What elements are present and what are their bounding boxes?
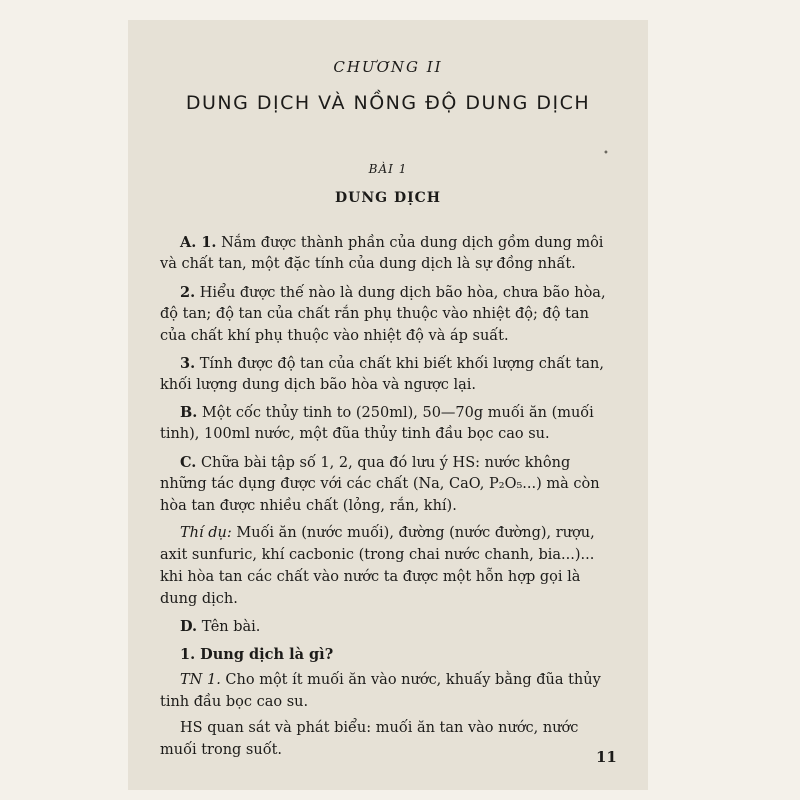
text-line: muối trong suốt.	[160, 742, 283, 758]
text-line: độ tan; độ tan của chất rắn phụ thuộc vào nhiệt độ; độ tan	[160, 306, 589, 322]
lesson-heading: BÀI 1	[368, 162, 408, 176]
text-line: dung dịch.	[160, 591, 238, 607]
chapter-title: DUNG DỊCH VÀ NỒNG ĐỘ DUNG DỊCH	[185, 92, 591, 114]
text-line: A. 1. Nắm được thành phần của dung dịch gồm dung môi	[180, 234, 604, 251]
text-line: Thí dụ: Muối ăn (nước muối), đường (nước đường), rượu,	[180, 525, 595, 541]
text-line: và chất tan, một đặc tính của dung dịch là sự đồng nhất.	[160, 256, 576, 272]
text-line: những tác dụng được với các chất (Na, CaO, P₂O₅...) mà còn	[160, 476, 600, 492]
text-line: của chất khí phụ thuộc vào nhiệt độ và áp suất.	[160, 328, 509, 344]
text-line: tinh), 100ml nước, một đũa thủy tinh đầu bọc cao su.	[160, 426, 550, 442]
book-page	[128, 20, 648, 790]
text-line: axit sunfuric, khí cacbonic (trong chai nước chanh, bia...)...	[160, 547, 595, 563]
text-line: D. Tên bài.	[180, 618, 261, 635]
text-line: hòa tan được nhiều chất (lỏng, rắn, khí).	[160, 498, 457, 514]
margin-mark: •	[603, 148, 609, 159]
text-line: khối lượng dung dịch bão hòa và ngược lại.	[160, 377, 476, 393]
text-line: TN 1. Cho một ít muối ăn vào nước, khuấy bằng đũa thủy	[180, 672, 601, 688]
lesson-title: DUNG DỊCH	[334, 190, 442, 206]
text-line: 2. Hiểu được thế nào là dung dịch bão hòa, chưa bão hòa,	[180, 284, 606, 301]
text-line: B. Một cốc thủy tinh to (250ml), 50—70g muối ăn (muối	[180, 404, 594, 421]
text-line: khi hòa tan các chất vào nước ta được một hỗn hợp gọi là	[160, 569, 581, 585]
text-line: tinh đầu bọc cao su.	[160, 694, 309, 710]
text-line: C. Chữa bài tập số 1, 2, qua đó lưu ý HS: nước không	[180, 454, 571, 471]
page-number: 11	[596, 748, 617, 766]
section-heading: 1. Dung dịch là gì?	[180, 646, 334, 663]
chapter-heading: CHƯƠNG II	[333, 58, 443, 76]
text-line: 3. Tính được độ tan của chất khi biết khối lượng chất tan,	[180, 355, 604, 372]
text-line: HS quan sát và phát biểu: muối ăn tan vào nước, nước	[180, 720, 579, 736]
